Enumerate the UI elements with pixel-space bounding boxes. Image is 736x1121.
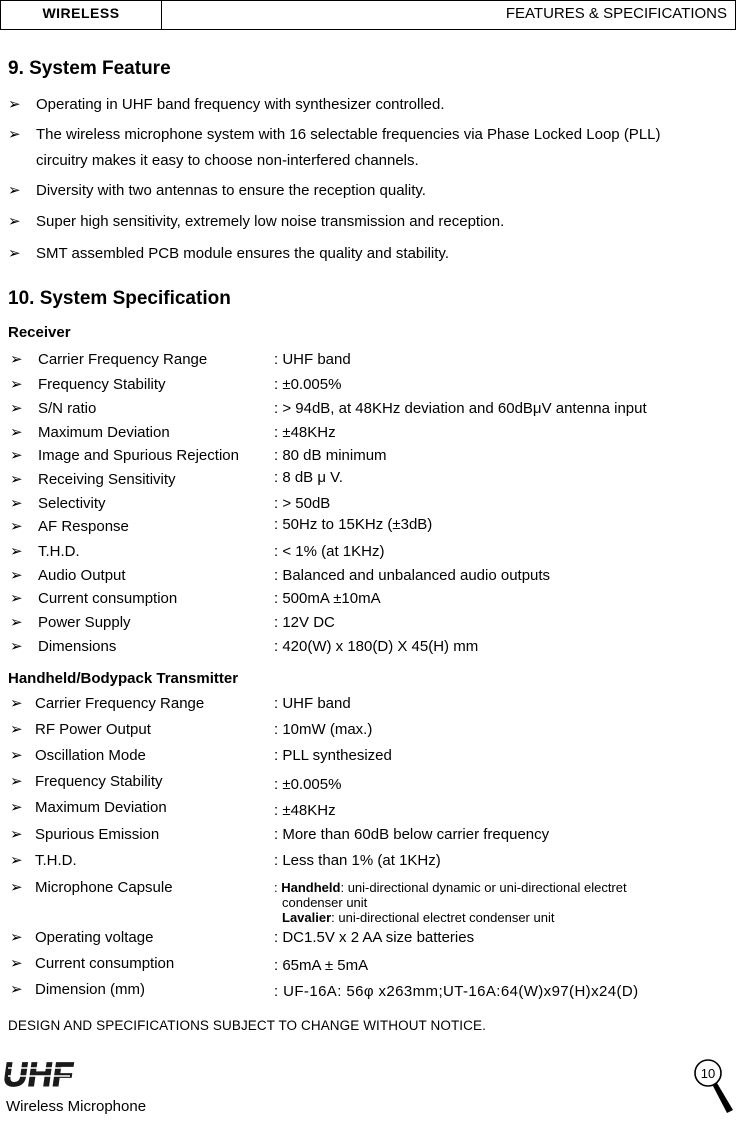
handheld-text-continued: condenser unit [282,895,368,910]
lavalier-label: Lavalier [282,910,332,925]
bullet-arrow-icon: ➢ [10,638,23,655]
bullet-arrow-icon: ➢ [10,495,23,512]
header-section-label: WIRELESS [1,1,162,29]
spec-label: Frequency Stability [38,376,166,393]
bullet-arrow-icon: ➢ [8,182,21,199]
spec-value: : 10mW (max.) [274,721,373,738]
bullet-arrow-icon: ➢ [10,773,23,790]
spec-label: Operating voltage [35,929,154,946]
spec-value: : 8 dB μ V. [274,469,343,486]
spec-value: : < 1% (at 1KHz) [274,543,385,560]
bullet-arrow-icon: ➢ [10,852,23,869]
bullet-arrow-icon: ➢ [10,376,23,393]
spec-value: : UHF band [274,695,351,712]
bullet-arrow-icon: ➢ [10,351,23,368]
logo-text: UHF [0,1056,76,1094]
spec-value: : UF-16A: 56φ x263mm;UT-16A:64(W)x97(H)x24(D) [274,983,639,1000]
feature-text: The wireless microphone system with 16 selectable frequencies via Phase Locked Loop (PLL) circuitry makes it easy to choose non-interfered channels. [36,126,661,169]
spec-value: : ±48KHz [274,424,336,441]
spec-label: Carrier Frequency Range [35,695,205,712]
bullet-arrow-icon: ➢ [10,981,23,998]
spec-label: AF Response [38,518,129,535]
bullet-arrow-icon: ➢ [10,695,23,712]
spec-label: RF Power Output [35,721,151,738]
bullet-arrow-icon: ➢ [10,614,23,631]
change-notice: DESIGN AND SPECIFICATIONS SUBJECT TO CHANGE WITHOUT NOTICE. [8,1018,486,1033]
bullet-arrow-icon: ➢ [10,799,23,816]
spec-label: Microphone Capsule [35,879,173,896]
spec-value: : > 94dB, at 48KHz deviation and 60dBμV antenna input [274,400,647,417]
bullet-arrow-icon: ➢ [10,543,23,560]
spec-label: Current consumption [35,955,175,972]
spec-label: Carrier Frequency Range [38,351,208,368]
feature-text: SMT assembled PCB module ensures the quality and stability. [36,245,449,262]
bullet-arrow-icon: ➢ [8,96,21,113]
feature-item [8,178,718,204]
bullet-arrow-icon: ➢ [10,567,23,584]
spec-value: : 12V DC [274,614,335,631]
feature-item [8,241,718,267]
spec-value: : 500mA ±10mA [274,590,381,607]
spec-label: Maximum Deviation [38,424,170,441]
spec-value: : PLL synthesized [274,747,392,764]
bullet-arrow-icon: ➢ [10,424,23,441]
feature-text: Super high sensitivity, extremely low noise transmission and reception. [36,213,505,230]
header-title: FEATURES & SPECIFICATIONS [505,5,727,22]
bullet-arrow-icon: ➢ [10,879,23,896]
spec-title: 10. System Specification [8,288,231,309]
transmitter-heading: Handheld/Bodypack Transmitter [8,670,239,687]
feature-text: Diversity with two antennas to ensure the reception quality. [36,182,426,199]
microphone-capsule-value [274,880,694,925]
spec-value: : ±0.005% [274,776,342,793]
bullet-arrow-icon: ➢ [10,929,23,946]
page-header [0,0,736,30]
spec-value: : Balanced and unbalanced audio outputs [274,567,551,584]
spec-label: Power Supply [38,614,131,631]
spec-label: Dimension (mm) [35,981,146,998]
spec-label: Current consumption [38,590,178,607]
bullet-arrow-icon: ➢ [8,213,21,230]
spec-value: : More than 60dB below carrier frequency [274,826,550,843]
bullet-arrow-icon: ➢ [10,400,23,417]
bullet-arrow-icon: ➢ [10,590,23,607]
magnifier-icon [690,1058,736,1116]
spec-value: : UHF band [274,351,351,368]
feature-text: Operating in UHF band frequency with synthesizer controlled. [36,96,445,113]
spec-label: Maximum Deviation [35,799,167,816]
spec-value: : > 50dB [274,495,331,512]
spec-label: Frequency Stability [35,773,163,790]
bullet-arrow-icon: ➢ [10,518,23,535]
spec-label: S/N ratio [38,400,97,417]
spec-label: Receiving Sensitivity [38,471,176,488]
spec-value: : 65mA ± 5mA [274,957,369,974]
feature-item [8,122,718,174]
handheld-label: Handheld [281,880,341,895]
bullet-arrow-icon: ➢ [8,126,21,143]
spec-value: : Less than 1% (at 1KHz) [274,852,441,869]
spec-label: Audio Output [38,567,126,584]
feature-item [8,209,718,235]
bullet-arrow-icon: ➢ [10,447,23,464]
spec-label: Image and Spurious Rejection [38,447,239,464]
product-name: Wireless Microphone [6,1098,147,1115]
capsule-prefix: : [274,880,282,895]
handheld-text: : uni-directional dynamic or uni-directional electret [340,880,627,895]
spec-label: Dimensions [38,638,117,655]
spec-value: : 80 dB minimum [274,447,387,464]
spec-value: : DC1.5V x 2 AA size batteries [274,929,475,946]
feature-item [8,92,718,118]
spec-label: T.H.D. [35,852,77,869]
bullet-arrow-icon: ➢ [10,955,23,972]
receiver-heading: Receiver [8,324,71,341]
spec-label: T.H.D. [38,543,80,560]
spec-label: Spurious Emission [35,826,160,843]
bullet-arrow-icon: ➢ [10,721,23,738]
spec-label: Selectivity [38,495,106,512]
features-title: 9. System Feature [8,58,171,79]
bullet-arrow-icon: ➢ [10,471,23,488]
spec-value: : ±48KHz [274,802,336,819]
spec-label: Oscillation Mode [35,747,146,764]
spec-value: : 420(W) x 180(D) X 45(H) mm [274,638,479,655]
spec-value: : 50Hz to 15KHz (±3dB) [274,516,433,533]
spec-value: : ±0.005% [274,376,342,393]
bullet-arrow-icon: ➢ [10,826,23,843]
bullet-arrow-icon: ➢ [8,245,21,262]
lavalier-text: : uni-directional electret condenser unit [331,910,555,925]
page-number-badge [690,1058,736,1116]
uhf-logo [0,1056,76,1097]
page-number: 10 [700,1066,716,1081]
bullet-arrow-icon: ➢ [10,747,23,764]
